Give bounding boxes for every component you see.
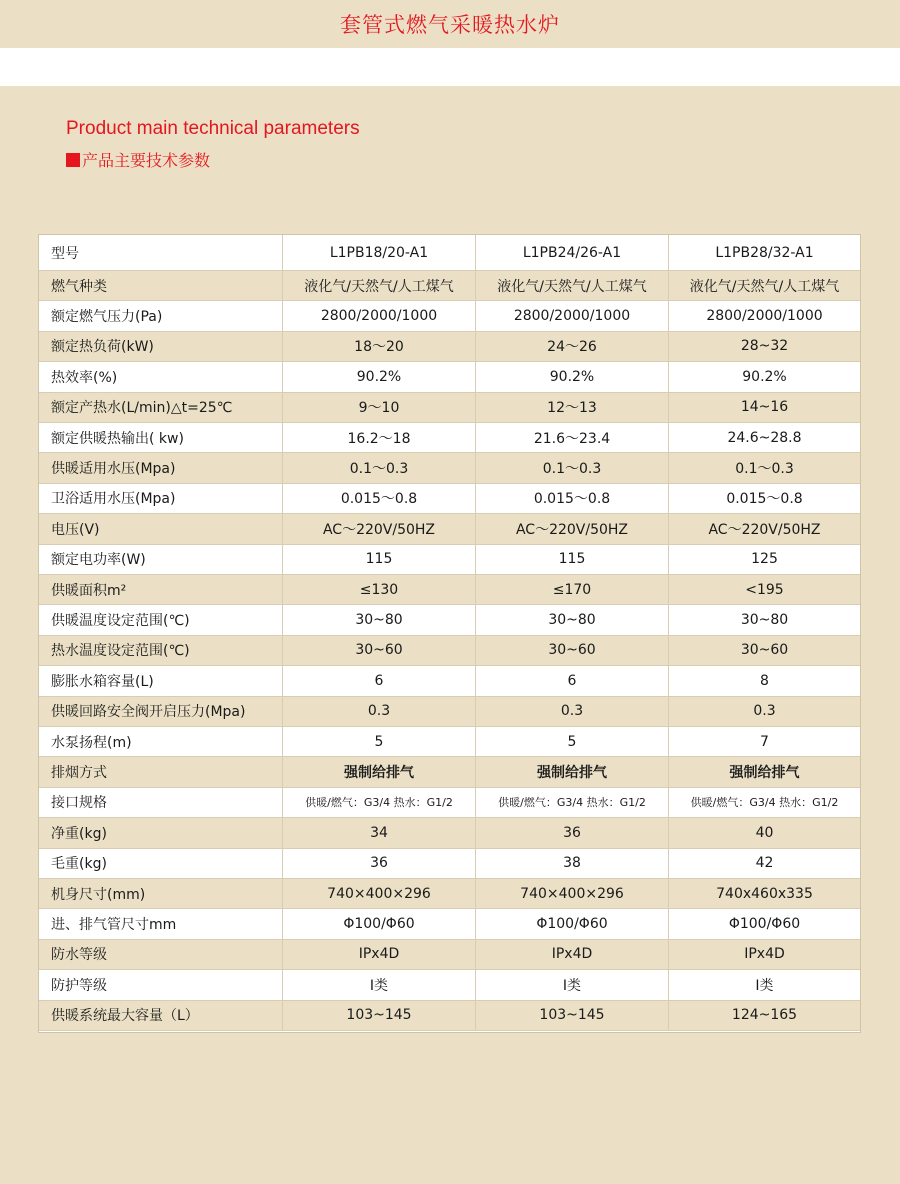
param-value-cell: 6 — [283, 666, 476, 695]
param-value-cell: 90.2% — [283, 362, 476, 391]
param-value-cell: 强制给排气 — [476, 757, 669, 786]
param-value-cell: 21.6～23.4 — [476, 423, 669, 452]
red-square-icon — [66, 153, 80, 167]
param-value-cell: 0.015～0.8 — [726, 491, 803, 508]
table-row — [39, 727, 860, 757]
param-value-cell: 液化气/天然气/人工煤气 — [689, 278, 840, 295]
table-row — [39, 575, 860, 605]
param-value-cell: 2800/2000/1000 — [706, 308, 823, 325]
page-title: 套管式燃气采暖热水炉 — [340, 13, 560, 37]
param-name-cell: 供暖面积m² — [39, 575, 283, 604]
param-value-cell: 103~145 — [476, 1001, 669, 1030]
table-row — [39, 1001, 860, 1031]
param-value-cell: 125 — [751, 551, 778, 568]
param-value-cell: 液化气/天然气/人工煤气 — [283, 271, 476, 300]
table-row — [39, 940, 860, 970]
param-value-cell: 强制给排气 — [283, 757, 476, 786]
param-name-cell: 供暖适用水压(Mpa) — [39, 453, 283, 482]
table-row — [39, 757, 860, 787]
param-value-cell: 0.1～0.3 — [283, 453, 476, 482]
heading-chinese-label: 产品主要技术参数 — [82, 151, 211, 170]
param-value-cell: 强制给排气 — [729, 765, 800, 782]
param-value-cell: 103~145 — [283, 1001, 476, 1030]
header-label-cell: 型号 — [39, 235, 283, 270]
table-row — [39, 879, 860, 909]
param-value-cell: AC～220V/50HZ — [476, 514, 669, 543]
param-name-cell: 电压(V) — [39, 514, 283, 543]
param-name-cell: 水泵扬程(m) — [39, 727, 283, 756]
param-value-cell: 供暖/燃气：G3/4 热水：G1/2 — [690, 796, 839, 810]
param-value-cell: 30~80 — [283, 605, 476, 634]
table-row — [39, 970, 860, 1000]
param-value-cell: 2800/2000/1000 — [476, 301, 669, 330]
param-value-cell: 0.3 — [753, 703, 776, 720]
param-name-cell: 防护等级 — [39, 970, 283, 999]
param-value-cell: 36 — [476, 818, 669, 847]
spec-table — [38, 234, 861, 1033]
param-name-cell: 进、排气管尺寸mm — [39, 909, 283, 938]
heading-chinese — [66, 148, 210, 171]
param-name-cell: 额定燃气压力(Pa) — [39, 301, 283, 330]
param-value-cell: 16.2～18 — [283, 423, 476, 452]
param-name-cell: 净重(kg) — [39, 818, 283, 847]
param-value-cell: 30~80 — [740, 612, 789, 629]
param-value-cell: 5 — [476, 727, 669, 756]
param-value-cell: ≤170 — [476, 575, 669, 604]
param-value-cell: 7 — [760, 733, 769, 750]
table-row — [39, 514, 860, 544]
param-name-cell: 额定产热水(L/min)△t=25℃ — [39, 393, 283, 422]
param-value-cell: 9～10 — [283, 393, 476, 422]
param-value-cell: 24～26 — [476, 332, 669, 361]
param-value-cell: 24.6~28.8 — [727, 429, 802, 446]
param-value-cell: 28~32 — [740, 338, 789, 355]
table-row — [39, 605, 860, 635]
param-name-cell: 供暖系统最大容量（L） — [39, 1001, 283, 1030]
param-value-cell: 40 — [755, 824, 774, 841]
param-name-cell: 排烟方式 — [39, 757, 283, 786]
param-value-cell: 30~60 — [476, 636, 669, 665]
table-row — [39, 697, 860, 727]
param-value-cell: Φ100/Φ60 — [476, 909, 669, 938]
param-name-cell: 热水温度设定范围(℃) — [39, 636, 283, 665]
param-value-cell: Φ100/Φ60 — [728, 916, 801, 933]
param-value-cell: 30~80 — [476, 605, 669, 634]
table-row — [39, 818, 860, 848]
param-value-cell: <195 — [745, 581, 784, 598]
param-value-cell: ≤130 — [283, 575, 476, 604]
param-value-cell: 供暖/燃气：G3/4 热水：G1/2 — [476, 788, 669, 817]
param-value-cell: 0.3 — [283, 697, 476, 726]
table-row — [39, 453, 860, 483]
model-header-cell: L1PB28/32-A1 — [715, 244, 814, 261]
white-divider-strip — [0, 48, 900, 86]
param-value-cell: 115 — [283, 545, 476, 574]
table-row — [39, 271, 860, 301]
param-value-cell: 38 — [476, 849, 669, 878]
table-row — [39, 849, 860, 879]
param-value-cell: 124~165 — [731, 1007, 798, 1024]
table-row — [39, 301, 860, 331]
table-row — [39, 909, 860, 939]
param-value-cell: 6 — [476, 666, 669, 695]
param-name-cell: 机身尺寸(mm) — [39, 879, 283, 908]
param-value-cell: 8 — [760, 672, 769, 689]
param-value-cell: 115 — [476, 545, 669, 574]
param-name-cell: 防水等级 — [39, 940, 283, 969]
param-value-cell: Ⅰ类 — [283, 970, 476, 999]
model-header-cell: L1PB24/26-A1 — [476, 235, 669, 270]
param-name-cell: 供暖温度设定范围(℃) — [39, 605, 283, 634]
table-row — [39, 393, 860, 423]
param-value-cell: 5 — [283, 727, 476, 756]
model-header-cell: L1PB18/20-A1 — [283, 235, 476, 270]
param-value-cell: 0.1～0.3 — [476, 453, 669, 482]
param-value-cell: 0.1～0.3 — [735, 461, 794, 478]
table-row — [39, 332, 860, 362]
param-name-cell: 燃气种类 — [39, 271, 283, 300]
table-row — [39, 423, 860, 453]
param-name-cell: 额定供暖热输出( kw) — [39, 423, 283, 452]
param-value-cell: 0.3 — [476, 697, 669, 726]
param-value-cell: 90.2% — [476, 362, 669, 391]
param-value-cell: IPx4D — [476, 940, 669, 969]
param-value-cell: 42 — [755, 855, 774, 872]
param-value-cell: 30~60 — [283, 636, 476, 665]
param-value-cell: 2800/2000/1000 — [283, 301, 476, 330]
title-band — [0, 0, 900, 48]
param-name-cell: 膨胀水箱容量(L) — [39, 666, 283, 695]
param-name-cell: 供暖回路安全阀开启压力(Mpa) — [39, 697, 283, 726]
param-value-cell: 34 — [283, 818, 476, 847]
param-value-cell: 18～20 — [283, 332, 476, 361]
param-value-cell: 740×400×296 — [476, 879, 669, 908]
table-header-row — [39, 235, 860, 271]
param-value-cell: 12～13 — [476, 393, 669, 422]
table-row — [39, 362, 860, 392]
param-value-cell: Ⅰ类 — [755, 977, 774, 994]
param-name-cell: 额定热负荷(kW) — [39, 332, 283, 361]
param-value-cell: 36 — [283, 849, 476, 878]
param-value-cell: Φ100/Φ60 — [283, 909, 476, 938]
param-value-cell: 90.2% — [742, 368, 787, 385]
param-value-cell: Ⅰ类 — [476, 970, 669, 999]
param-value-cell: 740×400×296 — [283, 879, 476, 908]
param-value-cell: IPx4D — [283, 940, 476, 969]
table-row — [39, 484, 860, 514]
param-value-cell: 供暖/燃气：G3/4 热水：G1/2 — [283, 788, 476, 817]
heading-english: Product main technical parameters — [66, 118, 360, 139]
table-row — [39, 666, 860, 696]
table-row — [39, 636, 860, 666]
param-value-cell: 0.015～0.8 — [283, 484, 476, 513]
param-name-cell: 热效率(%) — [39, 362, 283, 391]
param-value-cell: 30~60 — [740, 642, 789, 659]
param-value-cell: 液化气/天然气/人工煤气 — [476, 271, 669, 300]
table-row — [39, 545, 860, 575]
param-name-cell: 额定电功率(W) — [39, 545, 283, 574]
param-value-cell: IPx4D — [744, 946, 785, 963]
param-value-cell: AC～220V/50HZ — [283, 514, 476, 543]
param-name-cell: 毛重(kg) — [39, 849, 283, 878]
param-value-cell: 0.015～0.8 — [476, 484, 669, 513]
param-value-cell: 740x460x335 — [716, 885, 813, 902]
param-name-cell: 卫浴适用水压(Mpa) — [39, 484, 283, 513]
param-name-cell: 接口规格 — [39, 788, 283, 817]
param-value-cell: 14~16 — [740, 399, 789, 416]
param-value-cell: AC～220V/50HZ — [708, 521, 821, 538]
table-row — [39, 788, 860, 818]
